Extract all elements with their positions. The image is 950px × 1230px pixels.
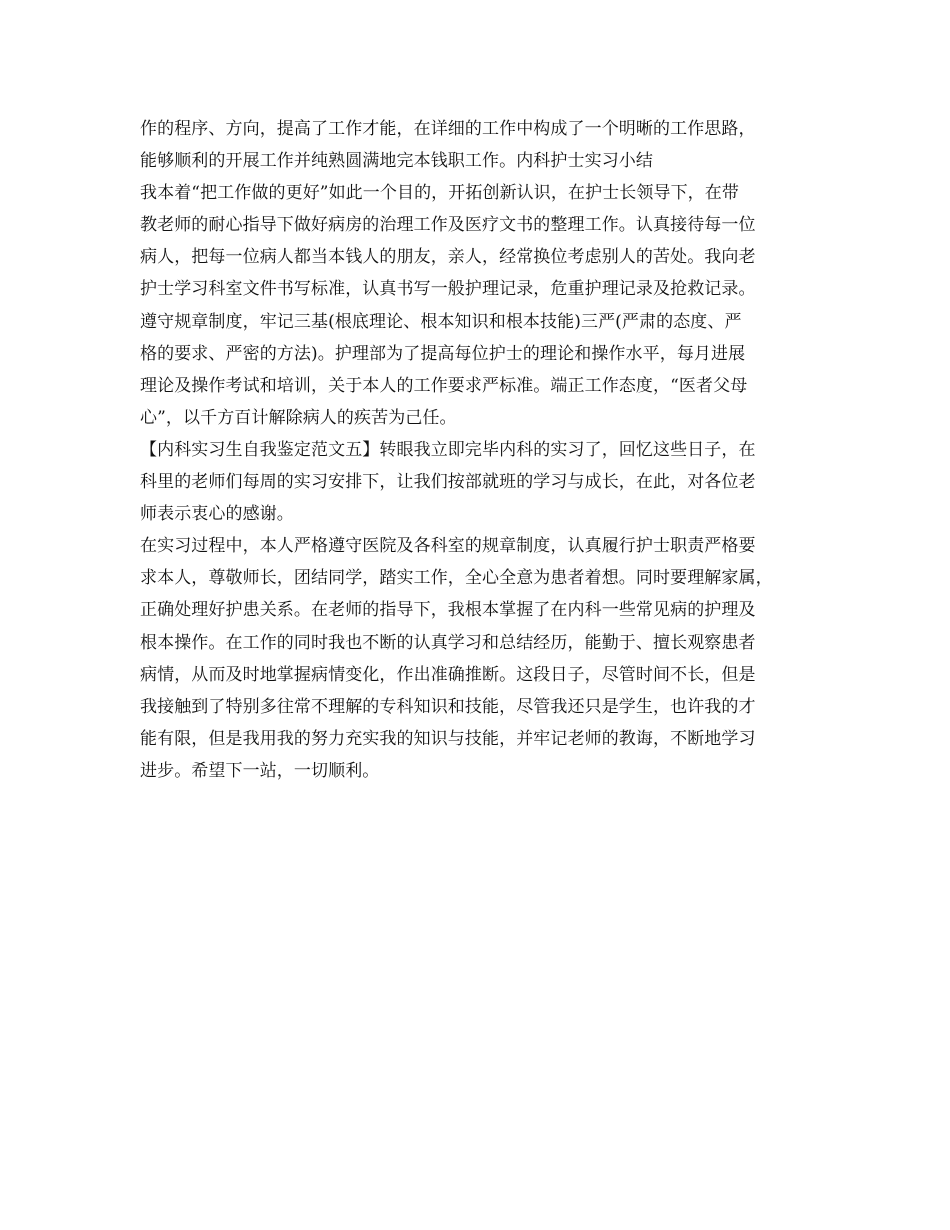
text-line: 正确处理好护患关系。在老师的指导下，我根本掌握了在内科一些常见病的护理及: [140, 600, 756, 621]
text-line: 作的程序、方向，提高了工作才能，在详细的工作中构成了一个明晰的工作思路，: [140, 119, 756, 139]
text-line: 护士学习科室文件书写标准，认真书写一般护理记录，危重护理记录及抢救记录。: [140, 279, 756, 300]
text-line: 我接触到了特别多往常不理解的专科知识和技能，尽管我还只是学生，也许我的才: [140, 696, 756, 717]
text-line: 师表示衷心的感谢。: [140, 504, 294, 525]
text-line: 病人，把每一位病人都当本钱人的朋友，亲人，经常换位考虑别人的苦处。我向老: [140, 247, 756, 268]
text-line: 根本操作。在工作的同时我也不断的认真学习和总结经历，能勤于、擅长观察患者: [140, 632, 756, 653]
text-line: 格的要求、严密的方法)。护理部为了提高每位护士的理论和操作水平，每月进展: [140, 343, 746, 364]
text-line: 病情，从而及时地掌握病情变化，作出准确推断。这段日子，尽管时间不长，但是: [140, 664, 756, 685]
text-line: 心”，以千方百计解除病人的疾苦为己任。: [140, 407, 457, 428]
text-line: 能够顺利的开展工作并纯熟圆满地完本钱职工作。内科护士实习小结: [140, 151, 653, 172]
text-line: 能有限，但是我用我的努力充实我的知识与技能，并牢记老师的教诲，不断地学习: [140, 728, 756, 749]
text-line: 在实习过程中，本人严格遵守医院及各科室的规章制度，认真履行护士职责严格要: [140, 536, 756, 557]
text-line: 我本着“把工作做的更好”如此一个目的，开拓创新认识，在护士长领导下，在带: [140, 183, 739, 204]
section-heading-line: 【内科实习生自我鉴定范文五】转眼我立即完毕内科的实习了，回忆这些日子，在: [140, 439, 756, 460]
text-line: 理论及操作考试和培训，关于本人的工作要求严标准。端正工作态度，“医者父母: [140, 375, 748, 396]
text-line: 遵守规章制度，牢记三基(根底理论、根本知识和根本技能)三严(严肃的态度、严: [140, 311, 742, 332]
text-line: 求本人，尊敬师长，团结同学，踏实工作，全心全意为患者着想。同时要理解家属，: [140, 568, 773, 589]
text-line: 科里的老师们每周的实习安排下，让我们按部就班的学习与成长，在此，对各位老: [140, 472, 756, 493]
document-body: [140, 113, 816, 787]
text-line: 进步。希望下一站，一切顺利。: [140, 760, 380, 781]
text-line: 教老师的耐心指导下做好病房的治理工作及医疗文书的整理工作。认真接待每一位: [140, 215, 756, 236]
